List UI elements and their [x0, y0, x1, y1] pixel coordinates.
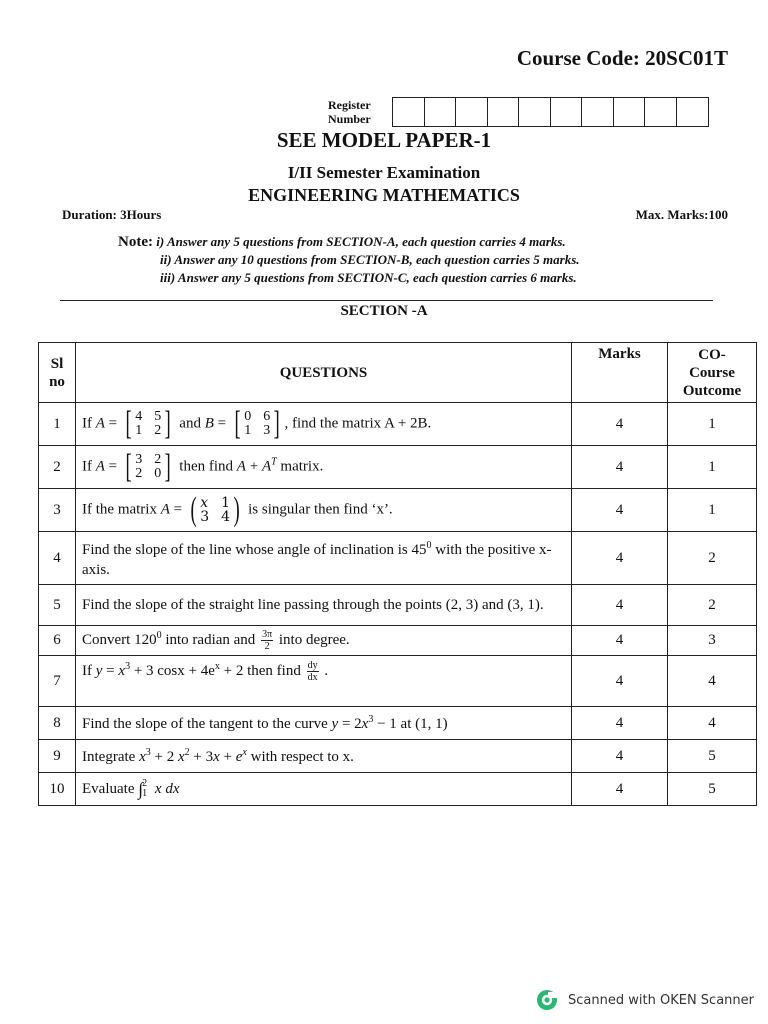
header-co-line-2: Course — [689, 364, 735, 381]
table-row — [39, 773, 757, 806]
q9-pre: Integrate — [82, 748, 140, 765]
q9-ex: x — [242, 746, 247, 758]
row-sl: 10 — [39, 773, 76, 806]
q3-a-var: A — [160, 501, 170, 518]
matrix-left-bracket: ( — [190, 491, 197, 528]
header-marks: Marks — [572, 343, 668, 403]
matrix-entry: 4 — [135, 409, 143, 424]
register-digit-box[interactable] — [393, 98, 425, 126]
q2-tail: matrix. — [276, 458, 324, 475]
matrix-entry: 1 — [244, 423, 252, 438]
fraction — [261, 629, 273, 652]
q9-p2: + 3 — [189, 748, 214, 765]
q7-y: y — [95, 662, 103, 679]
row-marks: 4 — [572, 446, 668, 489]
q7-cube: 3 — [125, 660, 131, 672]
duration: Duration: 3Hours — [62, 207, 162, 222]
row-marks: 4 — [572, 532, 668, 585]
q7-eq: = — [102, 662, 119, 679]
q6-pre: Convert 120 — [82, 631, 157, 648]
row-sl: 5 — [39, 585, 76, 626]
question-text — [76, 626, 572, 656]
fraction-den: dx — [307, 672, 318, 683]
fraction — [307, 660, 319, 683]
q9-e: e — [235, 748, 243, 765]
q4-tail: with the positive x-axis. — [82, 542, 552, 578]
row-sl: 3 — [39, 489, 76, 532]
matrix-left-bracket: [ — [234, 405, 241, 442]
q7-rest2: + 2 then find — [219, 662, 305, 679]
q2-then: then find — [175, 458, 237, 475]
q8-cube: 3 — [368, 713, 374, 725]
register-number — [328, 97, 709, 127]
row-sl: 4 — [39, 532, 76, 585]
q2-sup: T — [271, 456, 277, 468]
q2-a-var: A — [95, 458, 105, 475]
q6-mid: into radian and — [161, 631, 260, 648]
table-header-row — [39, 343, 757, 403]
q6-tail: into degree. — [275, 631, 350, 648]
question-text — [76, 446, 572, 489]
register-label — [328, 98, 388, 126]
row-co: 1 — [668, 489, 757, 532]
header-course-outcome — [668, 343, 757, 403]
table-row — [39, 585, 757, 626]
register-digit-box[interactable] — [645, 98, 677, 126]
register-label-line-2: Number — [328, 112, 371, 126]
q1-eq-2: = — [213, 415, 230, 432]
matrix-entry: 2 — [135, 466, 143, 481]
register-digit-box[interactable] — [456, 98, 488, 126]
q9-p1: + 2 — [150, 748, 178, 765]
table-row — [39, 707, 757, 740]
q10-tail: x dx — [151, 780, 180, 797]
scanned-with-text: Scanned with OKEN Scanner — [568, 992, 754, 1008]
header-questions: QUESTIONS — [76, 343, 572, 403]
matrix-entry: 0 — [154, 466, 162, 481]
q1-and: and — [175, 415, 205, 432]
question-text — [76, 403, 572, 446]
q9-p3: + — [219, 748, 236, 765]
header-co-line-1: CO- — [698, 346, 726, 363]
matrix-right-bracket: ] — [273, 405, 280, 442]
matrix-a — [188, 491, 243, 528]
matrix-entries — [134, 453, 162, 481]
row-marks: 4 — [572, 707, 668, 740]
row-co: 2 — [668, 532, 757, 585]
row-marks: 4 — [572, 403, 668, 446]
question-text — [76, 489, 572, 532]
row-co: 5 — [668, 773, 757, 806]
row-co: 2 — [668, 585, 757, 626]
q3-eq: = — [169, 501, 186, 518]
q8-y: y — [331, 715, 339, 732]
q3-tail: is singular then find ‘x’. — [244, 501, 393, 518]
matrix-entries — [134, 410, 162, 438]
header-sl-no: Sl no — [39, 343, 76, 403]
row-sl: 7 — [39, 656, 76, 707]
matrix-left-bracket: [ — [125, 448, 132, 485]
q9-x: x — [139, 748, 146, 765]
matrix-a — [123, 405, 174, 442]
matrix-right-bracket: ) — [233, 491, 240, 528]
q8-tail: − 1 at (1, 1) — [373, 715, 448, 732]
row-co: 1 — [668, 403, 757, 446]
course-code: Course Code: 20SC01T — [516, 46, 728, 70]
q1-if: If — [82, 415, 96, 432]
q1-tail: , find the matrix A + 2B. — [284, 415, 432, 432]
matrix-entry: 3 — [263, 423, 271, 438]
q4-num: 45 — [411, 542, 427, 558]
q9-x2: x — [177, 748, 185, 765]
matrix-right-bracket: ] — [164, 448, 171, 485]
q9-x3: x — [213, 748, 220, 765]
instructions-note — [118, 233, 580, 287]
register-digit-box[interactable] — [677, 98, 709, 126]
register-digit-box[interactable] — [551, 98, 583, 126]
register-digit-box[interactable] — [488, 98, 520, 126]
matrix-entry: x — [200, 495, 209, 511]
matrix-entry: 3 — [135, 452, 143, 467]
table-row — [39, 626, 757, 656]
matrix-entry: 3 — [200, 509, 210, 525]
q9-tail: with respect to x. — [246, 748, 354, 765]
q8-x: x — [361, 715, 369, 732]
table-row — [39, 489, 757, 532]
row-sl: 2 — [39, 446, 76, 489]
register-digit-box[interactable] — [519, 98, 551, 126]
integral-limits — [142, 779, 147, 799]
q2-plus: + — [245, 458, 262, 475]
row-marks: 4 — [572, 626, 668, 656]
matrix-entry: 0 — [244, 409, 252, 424]
q2-if: If — [82, 458, 96, 475]
matrix-entry: 2 — [154, 423, 162, 438]
row-marks: 4 — [572, 489, 668, 532]
q8-eq: = 2 — [338, 715, 362, 732]
q4-pre: Find the slope of the line whose angle of inclination is — [82, 542, 412, 558]
register-digit-box[interactable] — [425, 98, 457, 126]
question-text — [76, 532, 572, 585]
row-marks: 4 — [572, 656, 668, 707]
integral-sign — [138, 779, 151, 800]
q7-rest: + 3 cosx + 4e — [130, 662, 215, 679]
q8-pre: Find the slope of the tangent to the curve — [82, 715, 332, 732]
question-text — [76, 740, 572, 773]
register-label-line-1: Register — [328, 98, 371, 112]
note-line-2: ii) Answer any 10 questions from SECTION-B, each question carries 5 marks. — [160, 252, 580, 267]
matrix-entry: 2 — [154, 452, 162, 467]
matrix-entry: 4 — [221, 509, 231, 525]
fraction-num: 3π — [262, 629, 273, 640]
exam-subtitle: I/II Semester Examination — [287, 163, 481, 182]
matrix-entries — [243, 410, 271, 438]
q7-ex: x — [214, 660, 220, 672]
row-co: 3 — [668, 626, 757, 656]
question-text — [76, 707, 572, 740]
table-row — [39, 740, 757, 773]
table-row — [39, 446, 757, 489]
note-line-1: i) Answer any 5 questions from SECTION-A, each question carries 4 marks. — [156, 234, 566, 249]
integral-upper: 2 — [142, 778, 148, 789]
row-marks: 4 — [572, 585, 668, 626]
fraction-den: 2 — [264, 641, 270, 652]
integral-symbol: ∫ — [138, 778, 144, 799]
register-number-boxes[interactable] — [392, 97, 709, 127]
row-sl: 6 — [39, 626, 76, 656]
matrix-a — [123, 448, 174, 485]
table-row — [39, 532, 757, 585]
matrix-left-bracket: [ — [125, 405, 132, 442]
row-sl: 1 — [39, 403, 76, 446]
q9-cube: 3 — [145, 746, 151, 758]
q9-sq: 2 — [184, 746, 190, 758]
row-co: 5 — [668, 740, 757, 773]
question-text — [76, 773, 572, 806]
row-sl: 9 — [39, 740, 76, 773]
q1-a-var: A — [95, 415, 105, 432]
matrix-entry: 1 — [221, 495, 231, 511]
register-digit-box[interactable] — [582, 98, 614, 126]
paper-title: SEE MODEL PAPER-1 — [276, 128, 492, 152]
q3-pre: If the matrix — [82, 501, 161, 518]
register-digit-box[interactable] — [614, 98, 646, 126]
q4-sup: 0 — [426, 540, 432, 551]
note-label: Note: — [118, 234, 153, 250]
scanner-watermark — [536, 989, 754, 1011]
questions-table — [38, 342, 757, 806]
matrix-right-bracket: ] — [164, 405, 171, 442]
matrix-entry: 5 — [154, 409, 162, 424]
note-line-3: iii) Answer any 5 questions from SECTION-C, each question carries 6 marks. — [160, 270, 577, 285]
q2-expr-at: A — [261, 458, 272, 475]
q7-if: If — [82, 662, 96, 679]
row-co: 4 — [668, 707, 757, 740]
q2-eq: = — [104, 458, 121, 475]
matrix-entry: 1 — [135, 423, 143, 438]
q7-x: x — [118, 662, 126, 679]
question-text — [76, 656, 572, 707]
row-co: 1 — [668, 446, 757, 489]
integral-lower: 1 — [142, 788, 148, 799]
oken-scanner-logo-icon — [536, 989, 558, 1011]
q10-pre: Evaluate — [82, 780, 139, 797]
q1-b-var: B — [204, 415, 214, 432]
q6-sup: 0 — [156, 629, 162, 641]
table-row — [39, 656, 757, 707]
max-marks: Max. Marks:100 — [635, 207, 728, 222]
table-row — [39, 403, 757, 446]
q2-expr-a: A — [236, 458, 246, 475]
question-text: Find the slope of the straight line passing through the points (2, 3) and (3, 1). — [76, 585, 572, 626]
matrix-b — [232, 405, 283, 442]
q1-eq: = — [104, 415, 121, 432]
subject-title: ENGINEERING MATHEMATICS — [248, 185, 520, 205]
section-title: SECTION -A — [340, 303, 428, 319]
q7-tail: . — [320, 662, 329, 679]
matrix-entries — [199, 496, 231, 524]
row-sl: 8 — [39, 707, 76, 740]
header-co-line-3: Outcome — [682, 382, 742, 399]
row-marks: 4 — [572, 740, 668, 773]
fraction-num: dy — [307, 660, 318, 671]
matrix-entry: 6 — [263, 409, 271, 424]
divider-line — [60, 300, 713, 301]
row-marks: 4 — [572, 773, 668, 806]
row-co: 4 — [668, 656, 757, 707]
